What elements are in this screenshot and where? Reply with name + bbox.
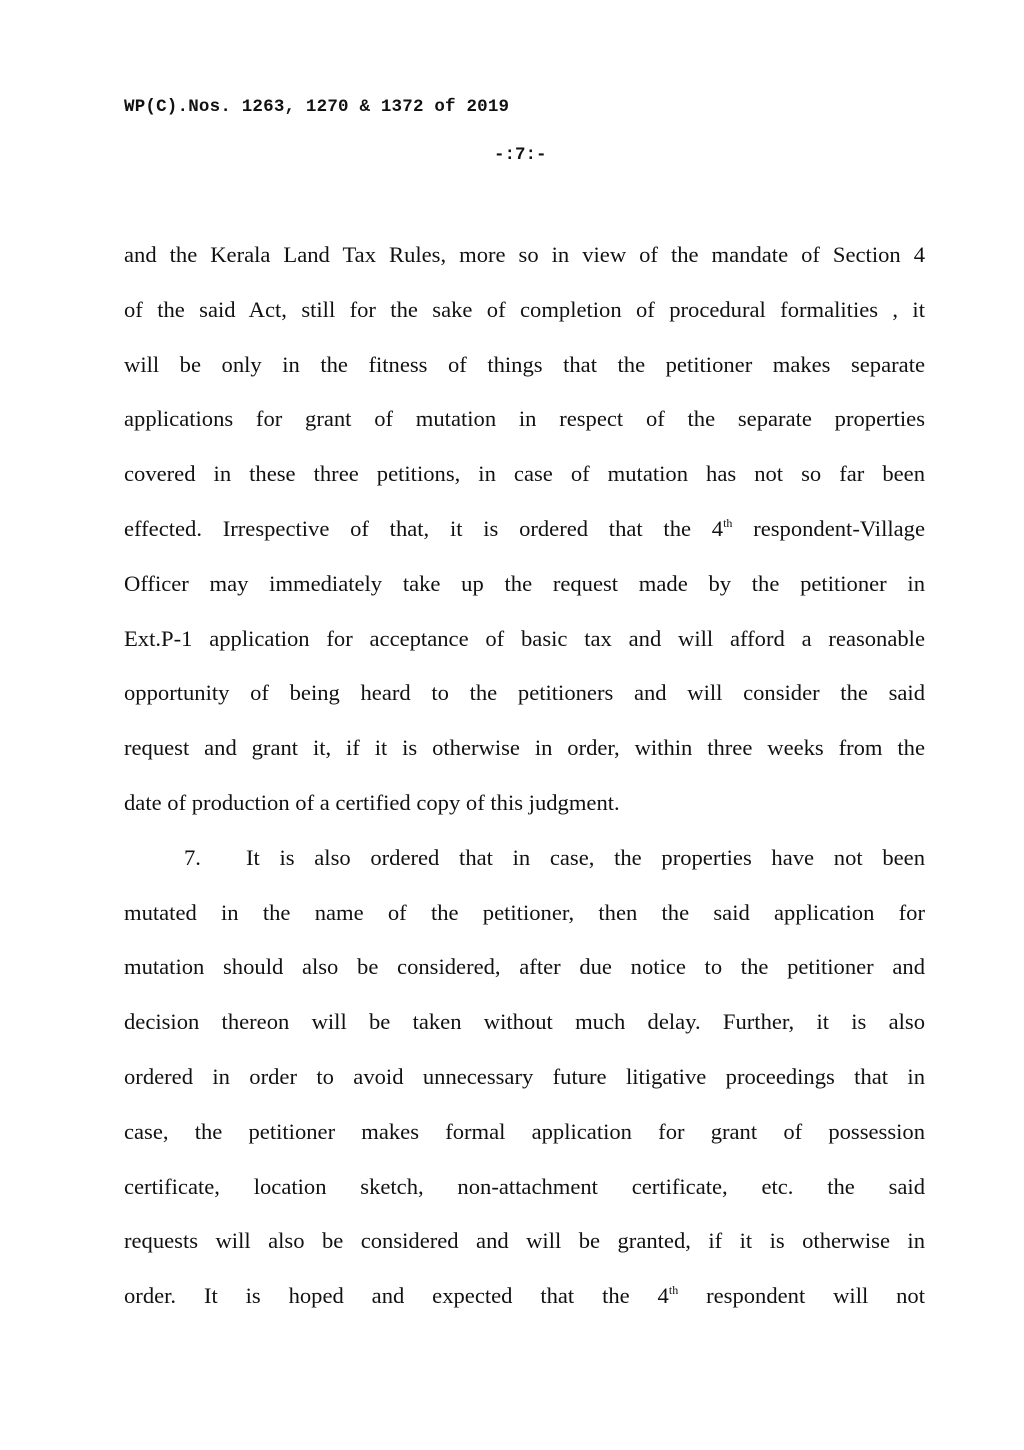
ordinal-suffix: th bbox=[723, 515, 733, 530]
text-line: ordered in order to avoid unnecessary future litigative proceedings that in bbox=[124, 1063, 925, 1089]
text-line: Ext.P-1 application for acceptance of basic tax and will afford a reasonable bbox=[124, 625, 925, 651]
text-line: applications for grant of mutation in respect of the separate properties bbox=[124, 406, 925, 432]
text-line: covered in these three petitions, in case of mutation has not so far been bbox=[124, 461, 925, 487]
text-line: requests will also be considered and will be granted, if it is otherwise in bbox=[124, 1228, 925, 1254]
text-line: case, the petitioner makes formal application for grant of possession bbox=[124, 1118, 925, 1144]
text-line: request and grant it, if it is otherwise in order, within three weeks from the bbox=[124, 735, 925, 761]
judgment-body bbox=[124, 228, 925, 1324]
text-line: mutated in the name of the petitioner, then the said application for bbox=[124, 899, 925, 925]
case-number-header: WP(C).Nos. 1263, 1270 & 1372 of 2019 bbox=[124, 97, 510, 117]
text-line: and the Kerala Land Tax Rules, more so in view of the mandate of Section 4 bbox=[124, 242, 925, 267]
text-line bbox=[124, 831, 925, 886]
text-line: date of production of a certified copy of this judgment. bbox=[124, 789, 620, 815]
text-line: opportunity of being heard to the petitioners and will consider the said bbox=[124, 680, 925, 706]
page-number: -:7:- bbox=[494, 145, 547, 165]
text-line: certificate, location sketch, non-attachment certificate, etc. the said bbox=[124, 1173, 925, 1199]
text-line: decision thereon will be taken without much delay. Further, it is also bbox=[124, 1009, 925, 1035]
text-segment: respondent will not bbox=[706, 1283, 925, 1309]
paragraph-number: 7. bbox=[184, 844, 201, 870]
text-segment: effected. Irrespective of that, it is ordered that the 4 bbox=[124, 515, 724, 541]
text-line: will be only in the fitness of things that the petitioner makes separate bbox=[124, 351, 925, 377]
text-line bbox=[124, 502, 925, 557]
text-line: Officer may immediately take up the request made by the petitioner in bbox=[124, 570, 925, 596]
ordinal-suffix: th bbox=[668, 1283, 679, 1298]
text-segment: It is also ordered that in case, the properties have not been bbox=[246, 844, 925, 870]
text-segment: respondent-Village bbox=[753, 515, 925, 541]
text-line: mutation should also be considered, after due notice to the petitioner and bbox=[124, 954, 925, 980]
text-line: of the said Act, still for the sake of completion of procedural formalities , it bbox=[124, 296, 925, 322]
text-line bbox=[124, 1269, 925, 1324]
text-segment: order. It is hoped and expected that the 4 bbox=[124, 1283, 669, 1309]
